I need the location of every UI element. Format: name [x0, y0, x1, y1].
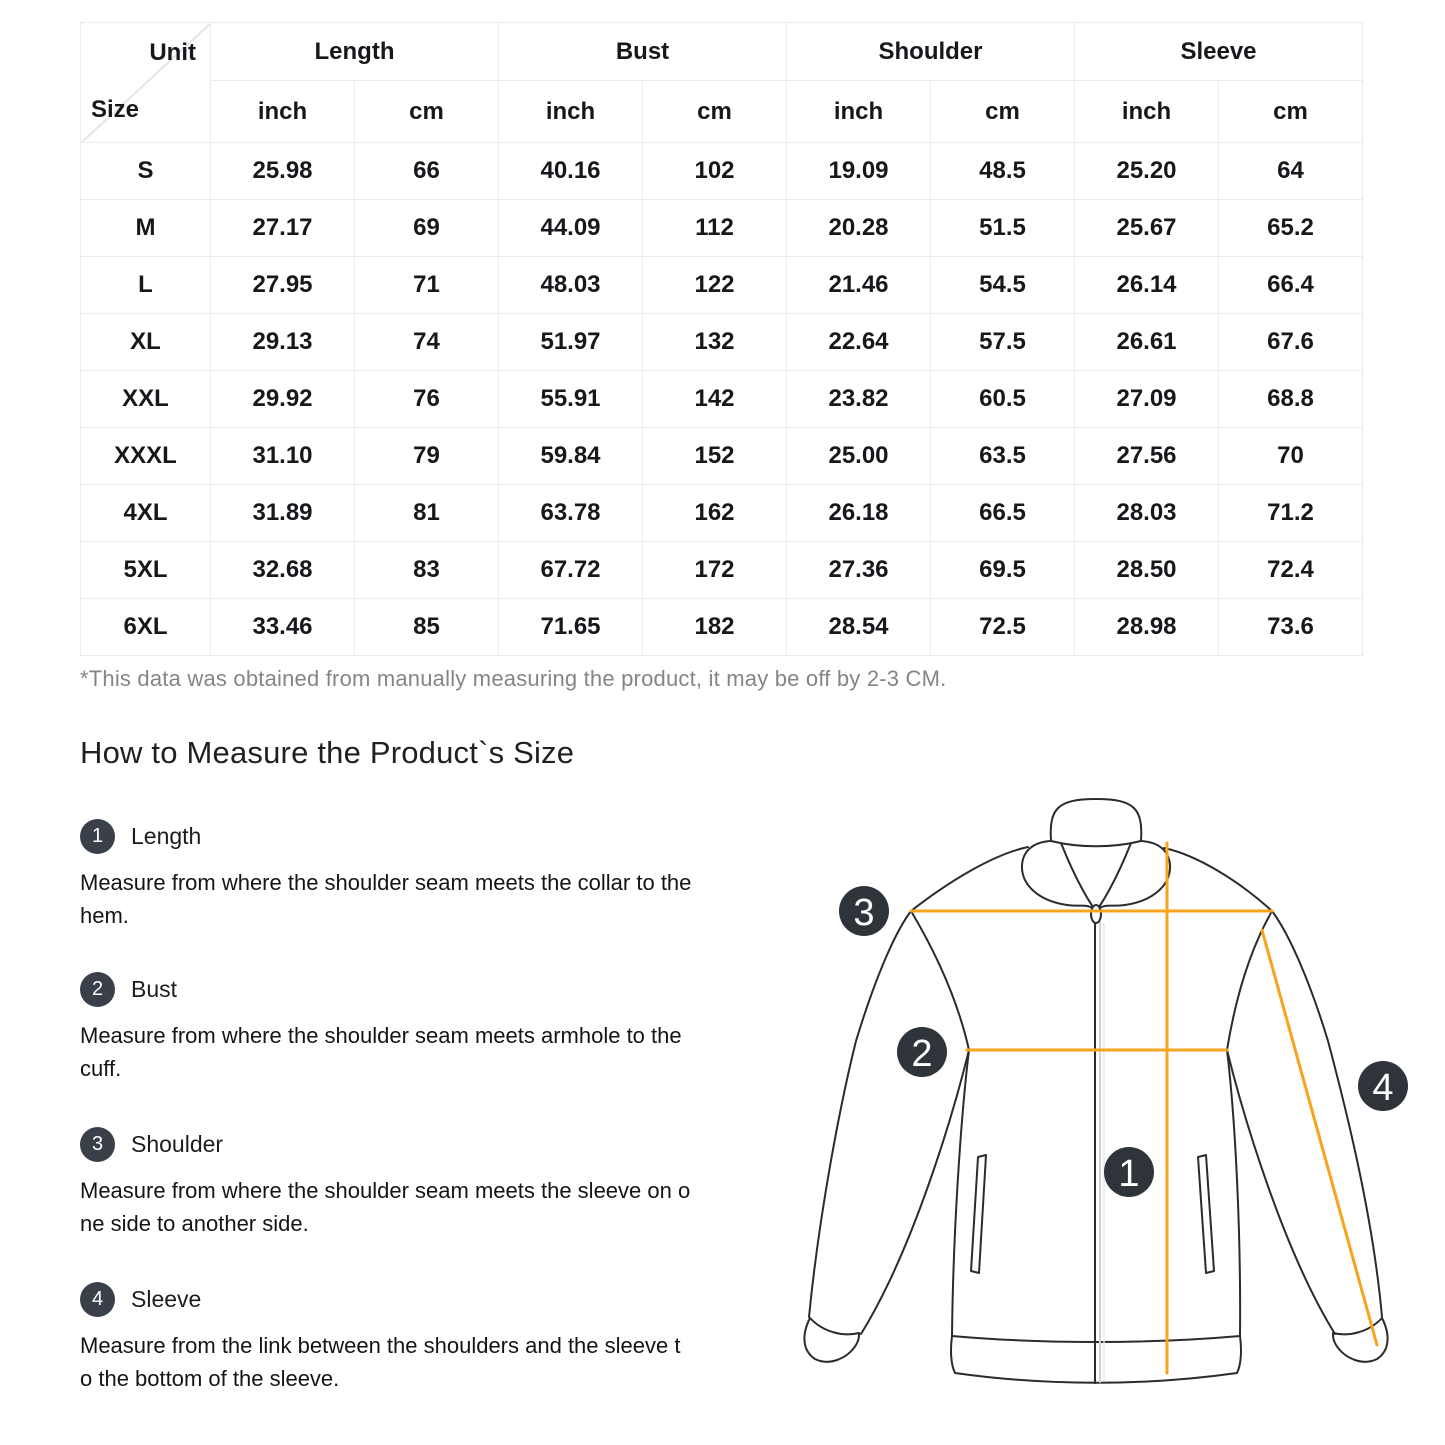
table-row: [81, 428, 1363, 485]
table-row: [81, 200, 1363, 257]
measure-item-description: Measure from the link between the shoulders and the sleeve t o the bottom of the sleeve.: [80, 1333, 681, 1391]
value-cell: 20.28: [787, 200, 931, 257]
value-cell: 79: [355, 428, 499, 485]
jacket-outline-drawing: [804, 799, 1387, 1383]
table-row: [81, 485, 1363, 542]
value-cell: 27.36: [787, 542, 931, 599]
value-cell: 71: [355, 257, 499, 314]
measure-item-description: Measure from where the shoulder seam meets the collar to the hem.: [80, 870, 692, 928]
measure-item-label: Shoulder: [131, 1130, 224, 1157]
diagram-badge-4-number: 4: [1372, 1067, 1394, 1109]
table-row: [81, 143, 1363, 200]
value-cell: 85: [355, 599, 499, 656]
value-cell: 25.67: [1075, 200, 1219, 257]
measure-item-label: Sleeve: [131, 1285, 202, 1312]
value-cell: 31.10: [211, 428, 355, 485]
value-cell: 152: [643, 428, 787, 485]
table-row: [81, 542, 1363, 599]
measure-item-shoulder: [80, 1126, 860, 1240]
value-cell: 76: [355, 371, 499, 428]
size-chart-table: [80, 22, 1363, 656]
measure-item-label: Bust: [131, 975, 178, 1002]
value-cell: 26.18: [787, 485, 931, 542]
unit-header: inch: [211, 81, 355, 143]
size-cell: XXL: [81, 371, 211, 428]
value-cell: 27.09: [1075, 371, 1219, 428]
value-cell: 162: [643, 485, 787, 542]
value-cell: 112: [643, 200, 787, 257]
value-cell: 65.2: [1219, 200, 1363, 257]
diagram-badge-3-number: 3: [853, 892, 875, 934]
value-cell: 32.68: [211, 542, 355, 599]
value-cell: 26.14: [1075, 257, 1219, 314]
value-cell: 132: [643, 314, 787, 371]
value-cell: 28.50: [1075, 542, 1219, 599]
size-cell: L: [81, 257, 211, 314]
diagram-badge-1-number: 1: [1118, 1153, 1140, 1195]
value-cell: 27.56: [1075, 428, 1219, 485]
unit-header: inch: [1075, 81, 1219, 143]
unit-header: inch: [499, 81, 643, 143]
value-cell: 66: [355, 143, 499, 200]
value-cell: 67.72: [499, 542, 643, 599]
value-cell: 63.5: [931, 428, 1075, 485]
group-header-length: Length: [211, 23, 499, 81]
value-cell: 21.46: [787, 257, 931, 314]
zipper-pull: [1091, 905, 1101, 923]
value-cell: 33.46: [211, 599, 355, 656]
table-row: [81, 257, 1363, 314]
value-cell: 28.03: [1075, 485, 1219, 542]
value-cell: 142: [643, 371, 787, 428]
value-cell: 73.6: [1219, 599, 1363, 656]
value-cell: 27.17: [211, 200, 355, 257]
value-cell: 55.91: [499, 371, 643, 428]
measure-item-length: [80, 818, 860, 932]
size-cell: M: [81, 200, 211, 257]
value-cell: 40.16: [499, 143, 643, 200]
value-cell: 69: [355, 200, 499, 257]
size-cell: XXXL: [81, 428, 211, 485]
corner-size-label: Size: [91, 96, 140, 123]
corner-unit-label: Unit: [149, 39, 196, 66]
value-cell: 27.95: [211, 257, 355, 314]
measurement-disclaimer: *This data was obtained from manually measuring the product, it may be off by 2-3 CM.: [80, 666, 947, 691]
step-1-badge: 1: [80, 819, 115, 854]
value-cell: 22.64: [787, 314, 931, 371]
how-to-measure-title: How to Measure the Product`s Size: [80, 735, 575, 770]
value-cell: 66.4: [1219, 257, 1363, 314]
measure-item-bust: [80, 971, 860, 1085]
left-pocket: [971, 1155, 986, 1273]
unit-header: cm: [931, 81, 1075, 143]
diagram-badge-2-number: 2: [911, 1033, 933, 1075]
value-cell: 74: [355, 314, 499, 371]
right-pocket: [1198, 1155, 1214, 1273]
measure-item-sleeve: [80, 1281, 860, 1395]
group-header-sleeve: Sleeve: [1075, 23, 1363, 81]
value-cell: 71.65: [499, 599, 643, 656]
value-cell: 26.61: [1075, 314, 1219, 371]
table-row: [81, 314, 1363, 371]
value-cell: 51.5: [931, 200, 1075, 257]
value-cell: 48.03: [499, 257, 643, 314]
group-header-shoulder: Shoulder: [787, 23, 1075, 81]
value-cell: 19.09: [787, 143, 931, 200]
value-cell: 83: [355, 542, 499, 599]
value-cell: 57.5: [931, 314, 1075, 371]
group-header-bust: Bust: [499, 23, 787, 81]
value-cell: 29.92: [211, 371, 355, 428]
value-cell: 28.54: [787, 599, 931, 656]
corner-cell: [81, 23, 211, 143]
sleeve-measure-line: [1262, 930, 1377, 1345]
value-cell: 102: [643, 143, 787, 200]
measure-item-description: Measure from where the shoulder seam meets the sleeve on o ne side to another side.: [80, 1178, 691, 1236]
value-cell: 48.5: [931, 143, 1075, 200]
unit-header: cm: [643, 81, 787, 143]
table-row: [81, 599, 1363, 656]
step-3-badge: 3: [80, 1127, 115, 1162]
value-cell: 63.78: [499, 485, 643, 542]
value-cell: 122: [643, 257, 787, 314]
value-cell: 72.5: [931, 599, 1075, 656]
value-cell: 66.5: [931, 485, 1075, 542]
value-cell: 60.5: [931, 371, 1075, 428]
value-cell: 25.20: [1075, 143, 1219, 200]
value-cell: 71.2: [1219, 485, 1363, 542]
value-cell: 72.4: [1219, 542, 1363, 599]
value-cell: 51.97: [499, 314, 643, 371]
value-cell: 25.98: [211, 143, 355, 200]
value-cell: 44.09: [499, 200, 643, 257]
size-diagram: [785, 785, 1445, 1445]
value-cell: 81: [355, 485, 499, 542]
measure-item-description: Measure from where the shoulder seam meets armhole to the cuff.: [80, 1023, 682, 1081]
value-cell: 70: [1219, 428, 1363, 485]
value-cell: 172: [643, 542, 787, 599]
value-cell: 68.8: [1219, 371, 1363, 428]
value-cell: 29.13: [211, 314, 355, 371]
value-cell: 182: [643, 599, 787, 656]
table-row: [81, 371, 1363, 428]
step-2-badge: 2: [80, 972, 115, 1007]
value-cell: 31.89: [211, 485, 355, 542]
size-cell: 5XL: [81, 542, 211, 599]
value-cell: 54.5: [931, 257, 1075, 314]
value-cell: 28.98: [1075, 599, 1219, 656]
unit-header: cm: [1219, 81, 1363, 143]
value-cell: 23.82: [787, 371, 931, 428]
size-cell: 6XL: [81, 599, 211, 656]
size-cell: 4XL: [81, 485, 211, 542]
size-cell: S: [81, 143, 211, 200]
unit-header: cm: [355, 81, 499, 143]
size-cell: XL: [81, 314, 211, 371]
value-cell: 67.6: [1219, 314, 1363, 371]
measure-item-label: Length: [131, 822, 202, 849]
value-cell: 59.84: [499, 428, 643, 485]
step-4-badge: 4: [80, 1282, 115, 1317]
value-cell: 25.00: [787, 428, 931, 485]
value-cell: 64: [1219, 143, 1363, 200]
unit-header: inch: [787, 81, 931, 143]
value-cell: 69.5: [931, 542, 1075, 599]
